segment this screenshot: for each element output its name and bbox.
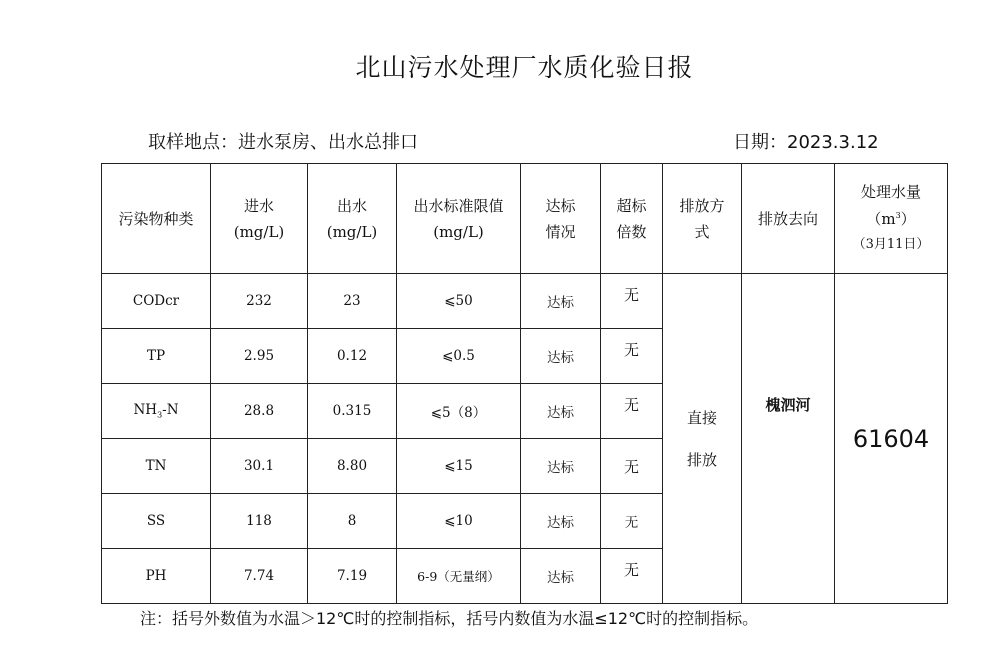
outflow-cell: 7.19 <box>308 549 397 604</box>
table-header-row <box>102 164 948 274</box>
outflow-cell: 0.12 <box>308 329 397 384</box>
inflow-cell: 2.95 <box>211 329 308 384</box>
discharge-method-cell: 直接 排放 <box>663 274 742 604</box>
status-cell: 达标 <box>521 549 601 604</box>
exceed-cell: 无 <box>601 549 663 604</box>
standard-cell: ⩽15 <box>397 439 521 494</box>
status-cell: 达标 <box>521 274 601 329</box>
inflow-cell: 28.8 <box>211 384 308 439</box>
pollutant-cell: SS <box>102 494 211 549</box>
inflow-cell: 232 <box>211 274 308 329</box>
exceed-cell: 无 <box>601 439 663 494</box>
footnote: 注：括号外数值为水温＞12℃时的控制指标，括号内数值为水温≤12℃时的控制指标。 <box>140 609 759 628</box>
pollutant-cell: $NH_3-N$ <box>102 384 211 439</box>
report-title: 北山污水处理厂水质化验日报 <box>355 53 694 82</box>
report-date: 日期：2023.3.12 <box>733 132 879 153</box>
exceed-cell: 无 <box>601 329 663 384</box>
standard-cell: ⩽5（8） <box>397 384 521 439</box>
exceed-cell: 无 <box>601 274 663 329</box>
inflow-cell: 30.1 <box>211 439 308 494</box>
header-volume: 处理水量 $(m^3)$ （3月11日） <box>835 164 948 274</box>
outflow-cell: 0.315 <box>308 384 397 439</box>
standard-cell: ⩽50 <box>397 274 521 329</box>
header-discharge-method: 排放方 式 <box>663 164 742 274</box>
status-cell: 达标 <box>521 494 601 549</box>
header-status: 达标 情况 <box>521 164 601 274</box>
pollutant-cell: PH <box>102 549 211 604</box>
header-standard: 出水标准限值 (mg/L) <box>397 164 521 274</box>
header-discharge-destination: 排放去向 <box>742 164 835 274</box>
header-inflow: 进水 (mg/L) <box>211 164 308 274</box>
inflow-cell: 7.74 <box>211 549 308 604</box>
exceed-cell: 无 <box>601 494 663 549</box>
status-cell: 达标 <box>521 439 601 494</box>
standard-cell: ⩽0.5 <box>397 329 521 384</box>
status-cell: 达标 <box>521 384 601 439</box>
outflow-cell: 8.80 <box>308 439 397 494</box>
sampling-location: 取样地点：进水泵房、出水总排口 <box>148 132 418 153</box>
header-exceed: 超标 倍数 <box>601 164 663 274</box>
pollutant-cell: CODcr <box>102 274 211 329</box>
inflow-cell: 118 <box>211 494 308 549</box>
water-quality-table <box>101 163 948 604</box>
pollutant-cell: TN <box>102 439 211 494</box>
exceed-cell: 无 <box>601 384 663 439</box>
table-row <box>102 274 948 329</box>
outflow-cell: 8 <box>308 494 397 549</box>
standard-cell: ⩽10 <box>397 494 521 549</box>
treated-volume-cell: 61604 <box>835 274 948 604</box>
status-cell: 达标 <box>521 329 601 384</box>
header-outflow: 出水 (mg/L) <box>308 164 397 274</box>
header-pollutant: 污染物种类 <box>102 164 211 274</box>
discharge-destination-cell: 槐泗河 <box>742 274 835 604</box>
outflow-cell: 23 <box>308 274 397 329</box>
standard-cell: 6-9（无量纲） <box>397 549 521 604</box>
pollutant-cell: TP <box>102 329 211 384</box>
